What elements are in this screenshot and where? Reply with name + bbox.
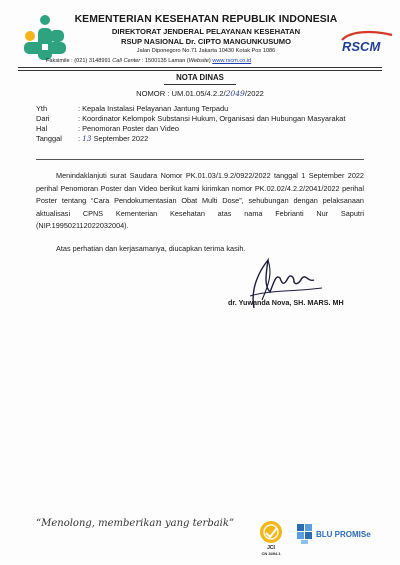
- meta-key: Yth: [36, 104, 48, 113]
- memo-title-underline: [164, 84, 236, 85]
- meta-value: : Penomoran Poster dan Video: [78, 124, 179, 133]
- body-paragraph: Atas perhatian dan kerjasamanya, diucapkan terima kasih.: [56, 243, 246, 253]
- date-value: [78, 134, 376, 144]
- hospital-address: Jalan Diponegoro No.71 Jakarta 10430 Kotak Pos 1086: [136, 48, 276, 54]
- memo-number-suffix: /2022: [244, 89, 264, 98]
- header-rule: [18, 67, 382, 68]
- meta-row: [36, 124, 376, 134]
- meta-row: [36, 114, 376, 124]
- directorate-name: DIREKTORAT JENDERAL PELAYANAN KESEHATAN: [111, 27, 301, 36]
- blu-promise-logo: [295, 521, 375, 545]
- footer-motto: “Menolong, memberikan yang terbaik”: [36, 518, 235, 529]
- blu-label: BLU PROMISe: [316, 530, 371, 539]
- contact-line: [46, 58, 346, 64]
- meta-row: [36, 104, 376, 114]
- hospital-name: RSUP NASIONAL Dr. CIPTO MANGUNKUSUMO: [120, 37, 292, 46]
- jci-label: JCI: [267, 545, 275, 551]
- meta-row-date: [36, 134, 376, 144]
- body-paragraph: Menindaklanjuti surat Saudara Nomor PK.01.03/1.9.2/0922/2022 tanggal 1 September 2022 perihal Penomoran Poster dan Video berikut kami kirimkan nomor PK.02.02/4.2.2/2041/2022 perihal Poster tentang “Cara Pendokumentasian Obat Multi Dose”, sehubungan dengan pelaksanaan aktualisasi CPNS Kementerian Kesehatan atas nama Febrianti Nur Saputri (NIP.199502112022032004).: [36, 171, 364, 231]
- meta-value: : Kepala Instalasi Pelayanan Jantung Terpadu: [78, 104, 229, 113]
- memo-number-handwritten: 2049: [225, 89, 245, 98]
- meta-key: Dari: [36, 114, 50, 123]
- meta-divider: [36, 159, 364, 160]
- signer-name: dr. Yuwanda Nova, SH. MARS. MH: [228, 298, 344, 307]
- meta-value: : Koordinator Kelompok Substansi Hukum, Organisasi dan Hubungan Masyarakat: [78, 114, 346, 123]
- date-colon: :: [78, 134, 83, 143]
- rscm-logo: [338, 30, 396, 54]
- jci-badge: [256, 520, 286, 558]
- memo-meta: [36, 104, 376, 144]
- memo-number-prefix: NOMOR : UM.01.05/4.2.2/: [136, 89, 226, 98]
- header-rule-thin: [18, 70, 382, 71]
- svg-text:RSCM: RSCM: [342, 39, 381, 54]
- date-day-handwritten: 13: [82, 134, 92, 143]
- memo-number: [0, 89, 400, 98]
- fax-text: Faksimile : (021) 3148991: [46, 58, 111, 64]
- website-suffix: ): [208, 58, 211, 64]
- memo-body: [36, 170, 364, 256]
- memo-title: NOTA DINAS: [176, 73, 224, 82]
- call-center-value: : 1500135 Laman (: [141, 58, 189, 64]
- website-label: Website: [188, 58, 209, 64]
- website-link[interactable]: www.rscm.co.id: [212, 58, 252, 64]
- date-key: Tanggal: [36, 134, 62, 143]
- meta-key: Hal: [36, 124, 48, 133]
- date-rest: September 2022: [91, 134, 149, 143]
- letterhead: [72, 14, 340, 54]
- jci-code: CN 3494.1: [261, 551, 281, 556]
- call-center-label: Call Center: [112, 58, 141, 64]
- ministry-name: KEMENTERIAN KESEHATAN REPUBLIK INDONESIA: [74, 14, 338, 25]
